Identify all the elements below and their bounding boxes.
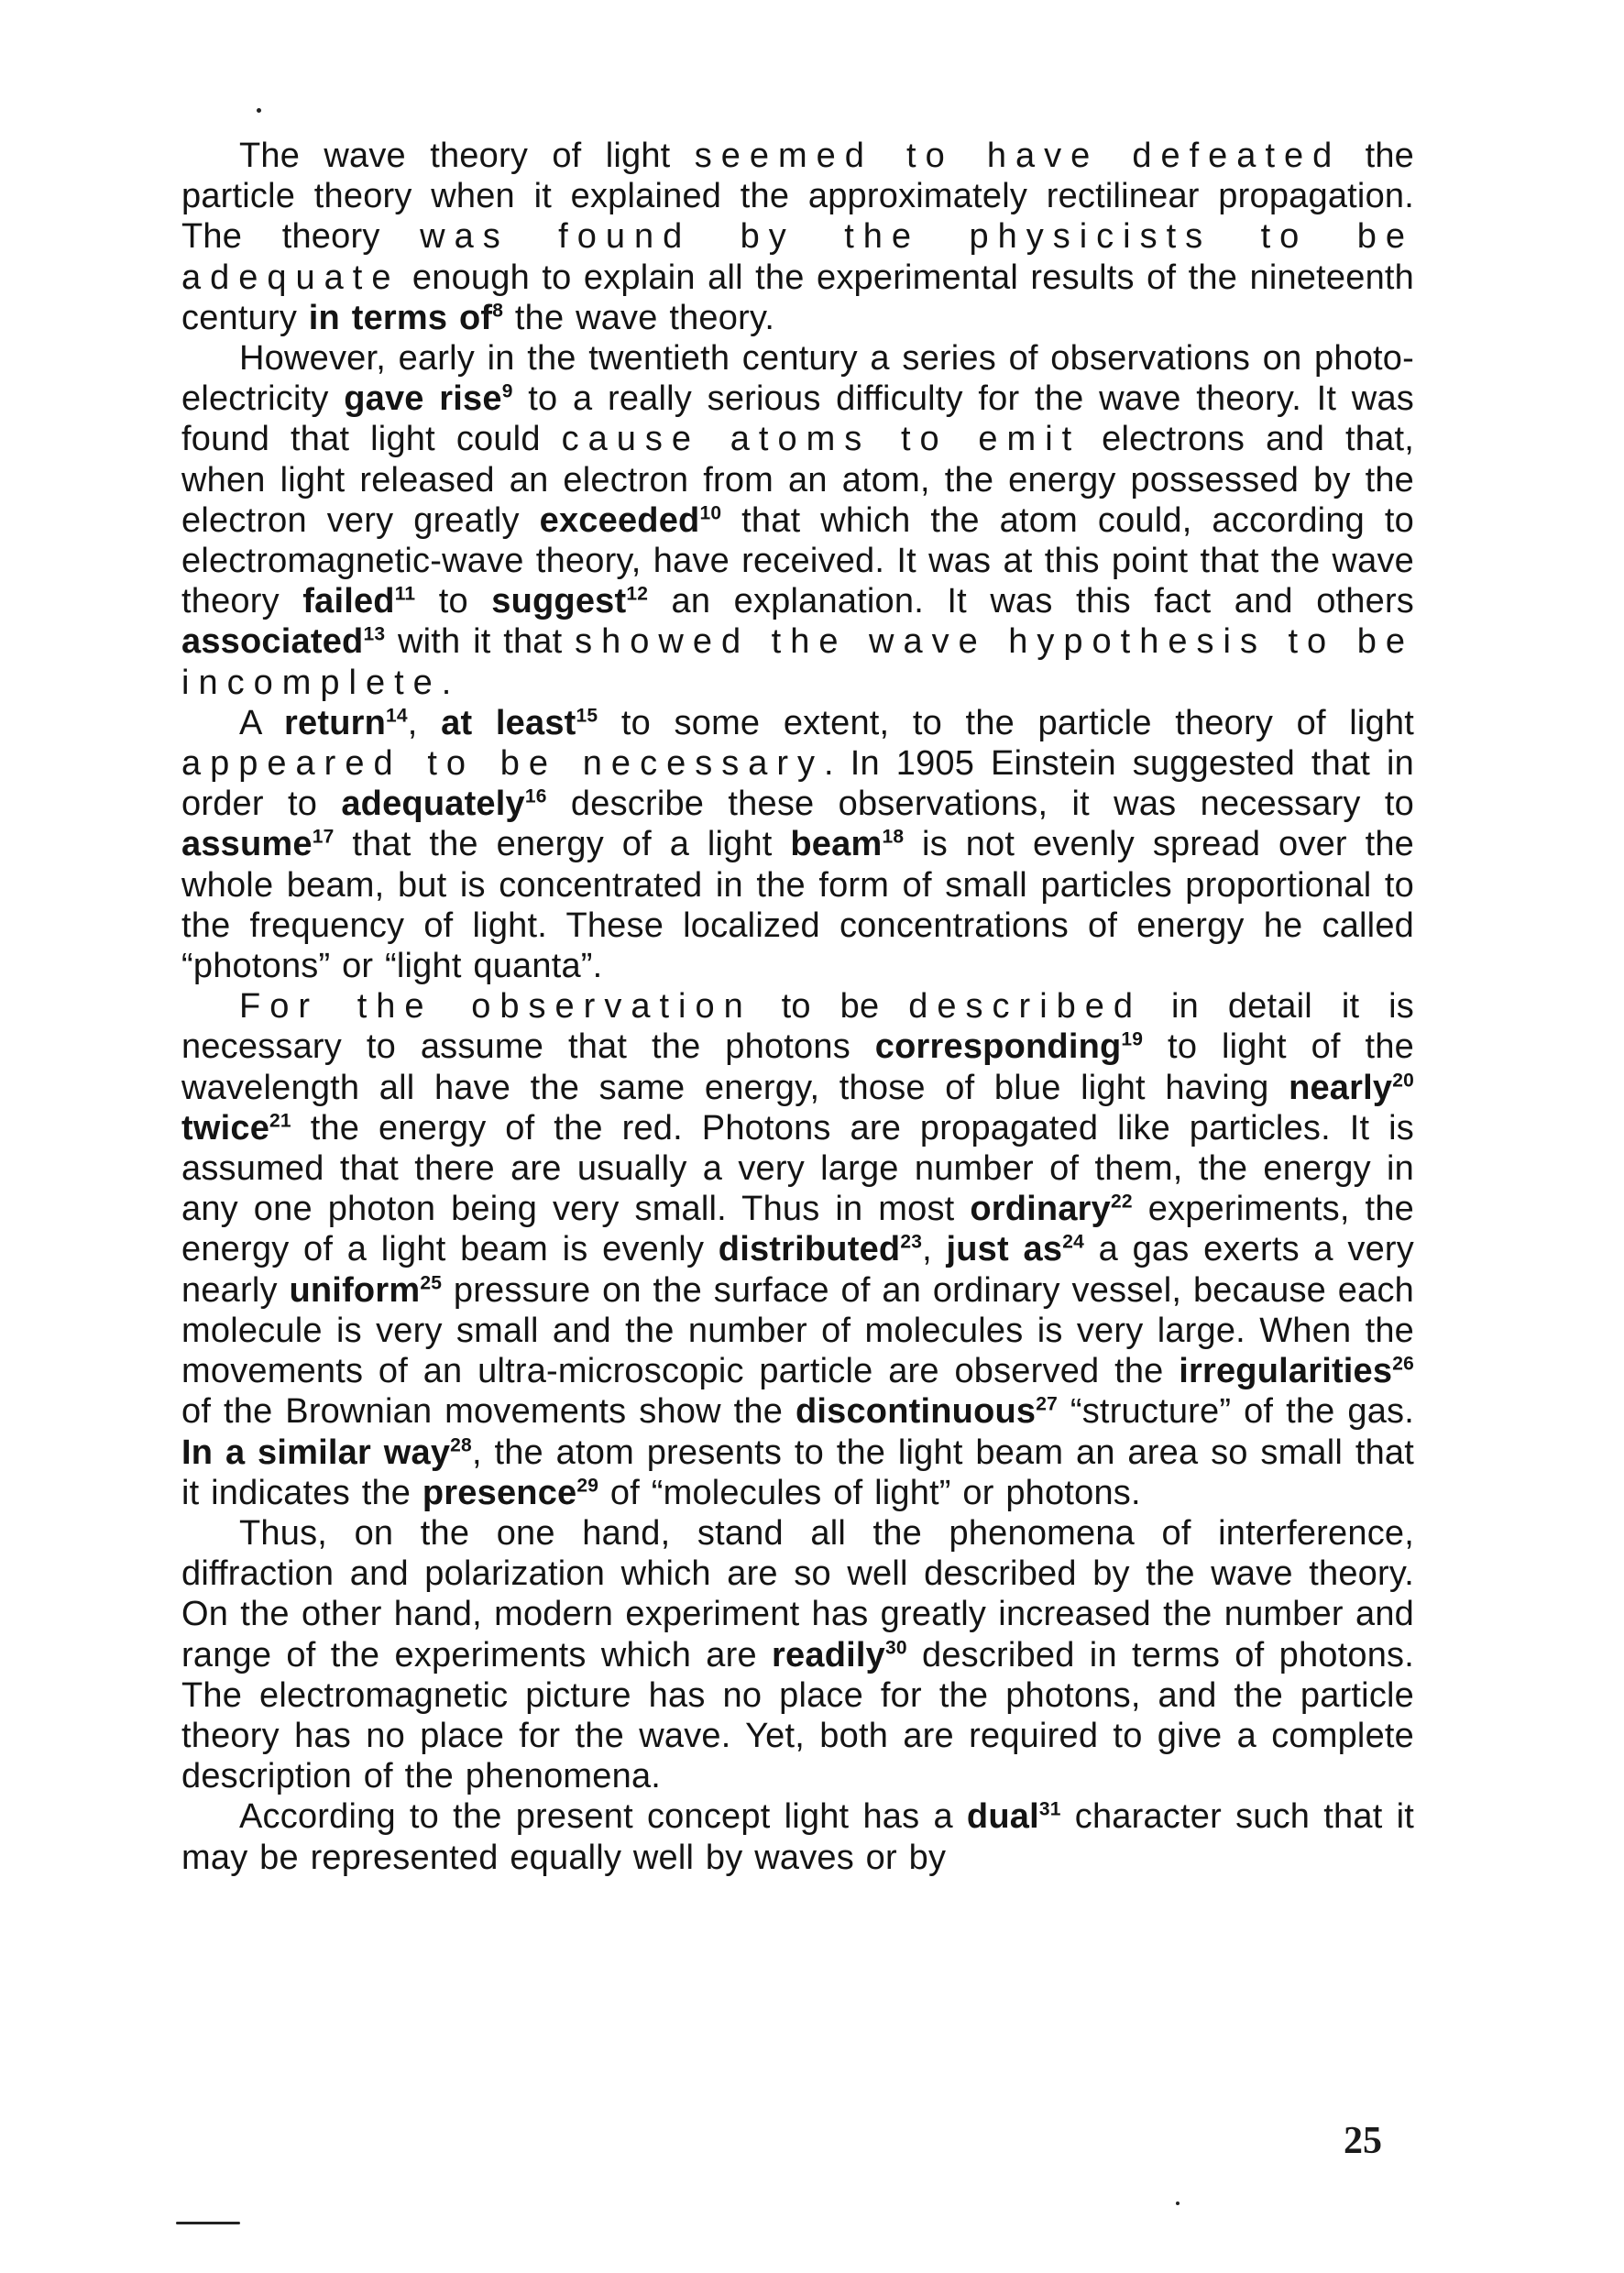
footnote-ref: 22 <box>1111 1191 1133 1213</box>
spaced-emphasis: described <box>908 987 1143 1027</box>
spaced-emphasis: showed the wave hypothesis to be incomplete <box>181 622 1414 702</box>
footnote-ref: 19 <box>1121 1028 1144 1050</box>
text-run: an explanation. It was this fact and others <box>648 582 1415 621</box>
footnote-ref: 24 <box>1062 1231 1084 1253</box>
bold-term: presence <box>422 1473 577 1512</box>
footnote-ref: 9 <box>501 380 513 402</box>
spaced-emphasis: appeared to be necessary <box>181 744 824 784</box>
footnote-ref: 16 <box>524 785 547 807</box>
footnote-ref: 25 <box>420 1272 443 1294</box>
footnote-ref: 28 <box>450 1433 472 1455</box>
text-run: in detail it is necessary to assume that the photons <box>181 987 1414 1067</box>
text-run: , the atom presents to the light beam an area so small that it indicates the <box>181 1433 1414 1512</box>
spaced-emphasis: cause atoms to emit <box>561 420 1081 459</box>
text-run: with it that <box>385 622 576 662</box>
bold-term: failed <box>302 582 395 621</box>
text-run: to be <box>752 987 909 1027</box>
text-run: of “molecules of light” or photons. <box>598 1473 1141 1512</box>
text-run: , <box>922 1230 947 1269</box>
paragraph <box>181 1796 1414 1877</box>
footnote-ref: 11 <box>394 583 416 605</box>
text-run: is not evenly spread over the whole beam, but is concentrated in the form of small particles proportional to the frequency of light. These localized concentrations of energy he called “photons” or “light quanta”. <box>181 825 1414 986</box>
text-run: According to the present concept light has a <box>239 1797 967 1837</box>
text-run: the energy of the red. Photons are propagated like particles. It is assumed that there are usually a very large number of them, the energy in any one photon being very small. Thus in most <box>181 1108 1414 1229</box>
paragraph <box>181 986 1414 1513</box>
footnote-ref: 26 <box>1392 1353 1414 1375</box>
text-run: to <box>415 582 492 621</box>
paragraph <box>181 1513 1414 1796</box>
text-run: enough to explain all the experimental results of the nineteenth century <box>181 258 1414 337</box>
footnote-ref: 17 <box>312 826 335 848</box>
bold-term: uniform <box>289 1270 421 1310</box>
text-run: describe these observations, it was necessary to <box>546 785 1414 824</box>
footnote-ref: 27 <box>1036 1393 1058 1415</box>
print-speck <box>1176 2202 1180 2205</box>
bold-term: dual <box>966 1797 1039 1837</box>
paragraph <box>181 338 1414 703</box>
bold-term: just as <box>946 1230 1063 1269</box>
paragraph <box>181 703 1414 986</box>
text-run: that the energy of a light <box>334 825 791 864</box>
text-run: that which the atom could, according to electromagnetic-wave theory, have received. It was at this point that the wave theory <box>181 500 1415 621</box>
paragraph <box>181 136 1414 338</box>
text-run: , <box>407 703 442 742</box>
footnote-ref: 21 <box>269 1110 291 1132</box>
footnote-ref: 30 <box>884 1636 907 1658</box>
bold-term: beam <box>790 825 883 864</box>
text-run: to a really serious difficulty for the wave theory. It was found that light could <box>181 379 1414 459</box>
bold-term: suggest <box>491 582 627 621</box>
bold-term: ordinary <box>970 1190 1111 1229</box>
footnote-ref: 15 <box>576 705 598 727</box>
text-run: electrons and that, when light released an electron from an atom, the energy possessed by the electron very greatly <box>181 420 1414 540</box>
text-run: the wave theory. <box>503 298 775 337</box>
bold-term: irregularities <box>1179 1352 1393 1391</box>
bold-term: In a similar way <box>181 1433 451 1472</box>
bold-term: nearly <box>1289 1068 1393 1107</box>
text-run: . <box>441 663 452 702</box>
footnote-ref: 29 <box>576 1475 599 1497</box>
text-run: of the Brownian movements show the <box>181 1392 796 1432</box>
bold-term: twice <box>181 1108 270 1147</box>
text-column <box>181 136 1414 1878</box>
bold-term: readily <box>772 1635 885 1675</box>
bold-term: corresponding <box>874 1027 1122 1067</box>
bold-term: gave rise <box>344 379 502 419</box>
footnote-ref: 10 <box>699 502 722 524</box>
text-run: a gas exerts a very nearly <box>181 1230 1414 1310</box>
text-run: the particle theory when it explained the approximately rectilinear propagation. The theory <box>181 137 1415 257</box>
spaced-emphasis: For the observation <box>239 987 752 1027</box>
text-run: to some extent, to the particle theory of light <box>598 703 1415 742</box>
bold-term: assume <box>181 825 313 864</box>
text-run: described in terms of photons. The electromagnetic picture has no place for the photons, and the particle theory has no place for the wave. Yet, both are required to give a complete description of the phenomena. <box>181 1635 1414 1796</box>
bold-term: in terms of <box>308 298 493 337</box>
bold-term: return <box>284 703 387 742</box>
footnote-ref: 8 <box>492 300 504 322</box>
text-run: experiments, the energy of a light beam is evenly <box>181 1190 1414 1269</box>
text-run: . In 1905 Einstein suggested that in order to <box>181 744 1414 824</box>
bold-term: adequately <box>341 785 525 824</box>
footnote-ref: 31 <box>1038 1798 1061 1820</box>
text-run: to light of the wavelength all have the same energy, those of blue light having <box>181 1027 1414 1107</box>
bold-term: at least <box>441 703 576 742</box>
text-run: A <box>239 703 285 742</box>
text-run: Thus, on the one hand, stand all the phenomena of interference, diffraction and polarization which are so well described by the wave theory. On the other hand, modern experiment has greatly increased the number and range of the experiments which are <box>181 1513 1414 1675</box>
footnote-ref: 12 <box>626 583 649 605</box>
footnote-ref: 13 <box>363 623 386 645</box>
text-run: “structure” of the gas. <box>1058 1392 1414 1432</box>
spaced-emphasis: was found by the physicists to be adequate <box>181 217 1414 297</box>
page-number: 25 <box>1344 2120 1382 2162</box>
bold-term: distributed <box>718 1230 901 1269</box>
text-run: pressure on the surface of an ordinary vessel, because each molecule is very small and the number of molecules is very large. When the movements of an ultra-microscopic particle are observed the <box>181 1270 1414 1391</box>
bold-term: discontinuous <box>795 1392 1037 1432</box>
footnote-ref: 18 <box>882 826 905 848</box>
text-run: The wave theory of light <box>239 137 695 175</box>
text-run: However, early in the twentieth century a series of observations on photo-electricity <box>181 339 1414 419</box>
text-run: character such that it may be represented equally well by waves or by <box>181 1797 1414 1877</box>
footnote-ref: 20 <box>1392 1070 1414 1092</box>
print-speck <box>176 2222 240 2224</box>
footnote-ref: 23 <box>900 1231 923 1253</box>
footnote-ref: 14 <box>386 705 408 727</box>
spaced-emphasis: seemed to have defeated <box>694 137 1342 175</box>
bold-term: associated <box>181 622 364 662</box>
print-speck <box>257 108 261 113</box>
bold-term: exceeded <box>539 500 700 540</box>
